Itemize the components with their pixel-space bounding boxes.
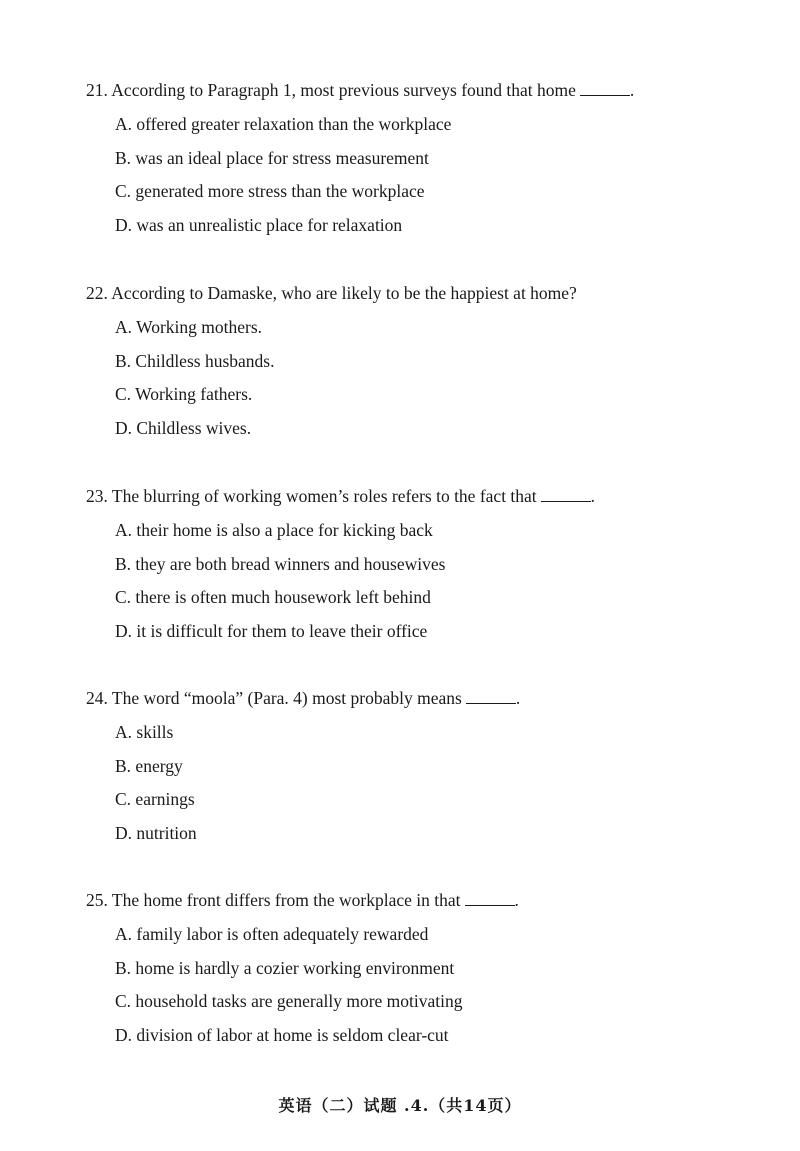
option-a: A. Working mothers.: [115, 316, 263, 337]
question-stem: [86, 283, 726, 303]
option-d: D. Childless wives.: [115, 418, 252, 439]
question-text: 21. According to Paragraph 1, most previous surveys found that home: [86, 80, 576, 100]
stem-end: .: [515, 688, 521, 708]
answer-blank: [465, 891, 515, 906]
question-stem: [86, 890, 726, 910]
option-c: C. Working fathers.: [115, 384, 253, 405]
answer-blank: [580, 81, 630, 96]
option-b: B. energy: [115, 755, 183, 776]
question-text: 25. The home front differs from the workplace in that: [86, 890, 461, 910]
question-text: 23. The blurring of working women’s roles refers to the fact that: [86, 486, 537, 506]
question-24: [86, 688, 726, 843]
question-23: [86, 486, 726, 641]
option-b: B. Childless husbands.: [115, 350, 275, 371]
question-stem: [86, 688, 726, 708]
page-footer: 英语（二）试题 .4.（共14页）: [278, 1096, 522, 1115]
option-a: A. skills: [115, 721, 174, 742]
question-21: [86, 80, 726, 235]
question-stem: [86, 80, 726, 100]
option-d: D. nutrition: [115, 823, 197, 844]
question-22: [86, 283, 726, 438]
stem-end: .: [629, 80, 635, 100]
answer-blank: [541, 487, 591, 502]
option-b: B. home is hardly a cozier working environment: [115, 957, 455, 978]
option-c: C. there is often much housework left behind: [115, 587, 431, 608]
question-stem: [86, 486, 726, 506]
option-a: A. offered greater relaxation than the workplace: [115, 113, 452, 134]
option-c: C. generated more stress than the workplace: [115, 181, 425, 202]
question-25: [86, 890, 726, 1045]
option-b: B. was an ideal place for stress measurement: [115, 147, 429, 168]
option-c: C. earnings: [115, 789, 195, 810]
option-c: C. household tasks are generally more motivating: [115, 991, 463, 1012]
option-a: A. their home is also a place for kicking back: [115, 519, 433, 540]
stem-end: .: [514, 890, 519, 910]
question-text: 22. According to Damaske, who are likely to be the happiest at home?: [86, 283, 577, 303]
answer-blank: [466, 689, 516, 704]
question-text: 24. The word “moola” (Para. 4) most probably means: [86, 688, 462, 708]
stem-end: .: [590, 486, 596, 506]
option-a: A. family labor is often adequately rewarded: [115, 923, 429, 944]
option-d: D. division of labor at home is seldom clear-cut: [115, 1025, 449, 1046]
option-b: B. they are both bread winners and housewives: [115, 553, 446, 574]
option-d: D. it is difficult for them to leave their office: [115, 621, 428, 642]
option-d: D. was an unrealistic place for relaxation: [115, 215, 403, 236]
